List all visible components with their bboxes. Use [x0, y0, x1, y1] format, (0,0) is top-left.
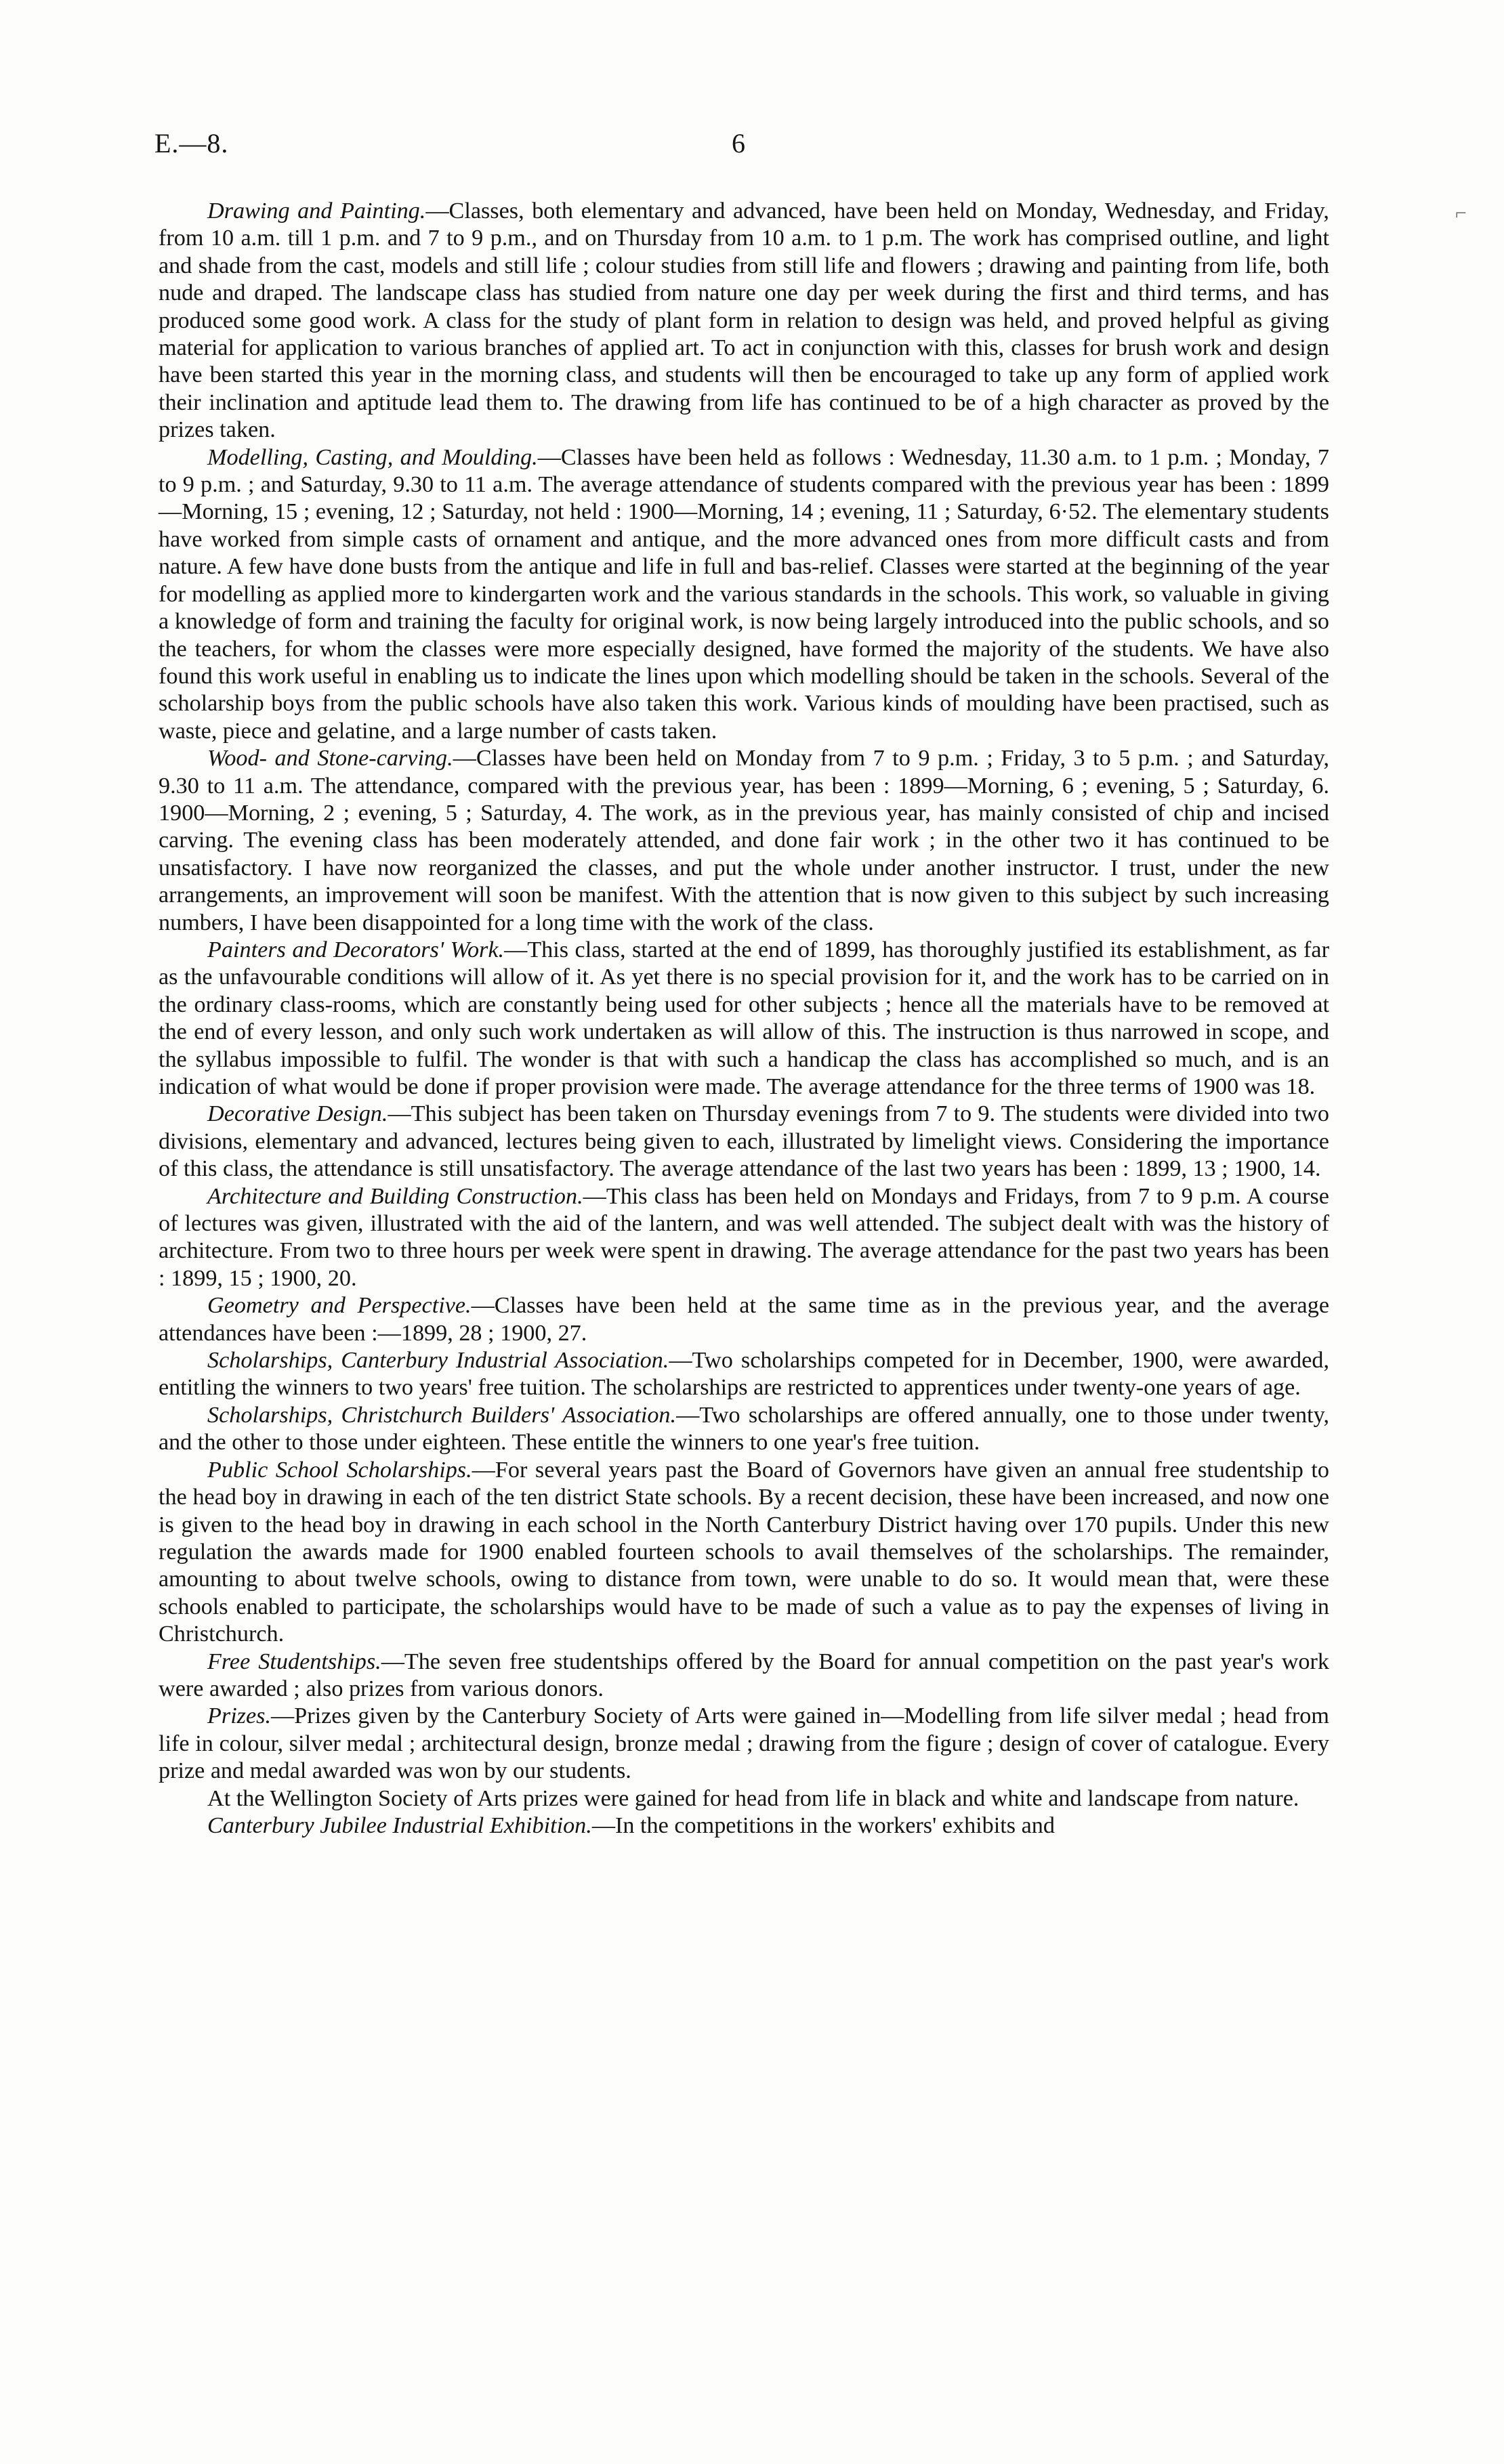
paragraph-scholarships-builders [159, 1402, 1329, 1457]
paragraph-text: —Two scholarships are offered annually, one to those under twenty, and the other to those under eighteen. These entitle the winners to one year's free tuition. [159, 1402, 1329, 1456]
paragraph-text: —Two scholarships competed for in December, 1900, were awarded, entitling the winners to two years' free tuition. The scholarships are restricted to apprentices under twenty-one years of age. [159, 1348, 1330, 1401]
section-heading: Architecture and Building Construction. [207, 1183, 583, 1209]
paragraph-text: —This class has been held on Mondays and Fridays, from 7 to 9 p.m. A course of lectures was given, illustrated with the aid of the lantern, and was well attended. The subject dealt with was the history of architecture. From two to three hours per week were spent in drawing. The average attendance for the past two years has been : 1899, 15 ; 1900, 20. [159, 1183, 1329, 1291]
section-heading: Wood- and Stone-carving. [207, 746, 453, 771]
paragraph-text: At the Wellington Society of Arts prizes were gained for head from life in black and white and landscape from nature. [207, 1785, 1299, 1811]
paragraph-text: —In the competitions in the workers' exhibits and [591, 1812, 1055, 1838]
paragraph-geometry [159, 1292, 1329, 1347]
section-heading: Geometry and Perspective. [207, 1293, 472, 1319]
paragraph-scholarships-industrial [159, 1347, 1329, 1402]
paragraph-text: —This class, started at the end of 1899, has thoroughly justified its establishment, as far as the unfavourable conditions will allow of it. As yet there is no special provision for it, and the work has to be carried on in the ordinary class-rooms, which are constantly being used for other subjects ; hence all the materials have to be removed at the end of every lesson, and only such work undertaken as will allow of this. The instruction is thus narrowed in scope, and the syllabus impossible to fulfil. The wonder is that with such a handicap the class has accomplished so much, and is an indication of what would be done if proper provision were made. The average attendance for the three terms of 1900 was 18. [159, 937, 1329, 1099]
paragraph-text: —Prizes given by the Canterbury Society of Arts were gained in—Modelling from life silver medal ; head from life in colour, silver medal ; architectural design, bronze medal ; drawing from the figure ; design of cover of catalogue. Every prize and medal awarded was won by our students. [159, 1703, 1329, 1784]
paragraph-text: —The seven free studentships offered by the Board for annual competition on the past year's work were awarded ; also prizes from various donors. [159, 1649, 1329, 1701]
section-heading: Prizes. [207, 1703, 272, 1729]
paragraph-wellington [159, 1785, 1329, 1812]
paragraph-public-school [159, 1457, 1329, 1649]
paragraph-free-studentships [159, 1649, 1329, 1703]
paragraph-modelling [159, 444, 1329, 745]
paragraph-text: —Classes have been held on Monday from 7 to 9 p.m. ; Friday, 3 to 5 p.m. ; and Saturday, 9.30 to 11 a.m. The attendance, compared with the previous year, has been : 1899—Morning, 6 ; evening, 5 ; Saturday, 6. 1900—Morning, 2 ; evening, 5 ; Saturday, 4. The work, as in the previous year, has mainly consisted of chip and incised carving. The evening class has been moderately attended, and done fair work ; in the other two it has continued to be unsatisfactory. I have now reorganized the classes, and put the whole under another instructor. I trust, under the new arrangements, an improvement will soon be manifest. With the attention that is now given to this subject by such increasing numbers, I have been disappointed for a long time with the work of the class. [159, 746, 1329, 935]
document-body [159, 198, 1329, 1840]
paragraph-painters-decorators [159, 937, 1329, 1101]
section-heading: Canterbury Jubilee Industrial Exhibition. [207, 1812, 592, 1838]
section-heading: Scholarships, Canterbury Industrial Association. [207, 1348, 669, 1374]
paragraph-text: —This subject has been taken on Thursday evenings from 7 to 9. The students were divided into two divisions, elementary and advanced, lectures being given to each, illustrated by limelight views. Considering the importance of this class, the attendance is still unsatisfactory. The average attendance of the last two years has been : 1899, 13 ; 1900, 14. [159, 1101, 1329, 1182]
section-heading: Decorative Design. [207, 1101, 388, 1127]
section-heading: Scholarships, Christchurch Builders' Association. [207, 1402, 677, 1428]
paragraph-carving [159, 745, 1329, 937]
section-heading: Drawing and Painting. [207, 198, 426, 224]
page-header [154, 127, 1350, 168]
paragraph-text: —Classes have been held at the same time as in the previous year, and the average attendances have been :—1899, 28 ; 1900, 27. [159, 1293, 1329, 1346]
page-number: 6 [732, 128, 745, 158]
paragraph-decorative-design [159, 1101, 1329, 1183]
document-reference: E.—8. [154, 128, 229, 158]
paragraph-drawing-painting [159, 198, 1329, 444]
paragraph-jubilee-exhibition [159, 1812, 1329, 1840]
section-heading: Modelling, Casting, and Moulding. [207, 444, 538, 470]
paragraph-architecture [159, 1183, 1329, 1293]
section-heading: Public School Scholarships. [207, 1457, 472, 1483]
paragraph-text: —Classes have been held as follows : Wednesday, 11.30 a.m. to 1 p.m. ; Monday, 7 to 9 p.m. ; and Saturday, 9.30 to 11 a.m. The average attendance of students compared with the previous year has been : 1899—Morning, 15 ; evening, 12 ; Saturday, not held : 1900—Morning, 14 ; evening, 11 ; Saturday, 6·52. The elementary students have worked from simple casts of ornament and antique, and the more advanced ones from more difficult casts and from nature. A few have done busts from the antique and life in full and bas-relief. Classes were started at the beginning of the year for modelling as applied more to kindergarten work and the various standards in the schools. This work, so valuable in giving a knowledge of form and training the faculty for original work, is now being largely introduced into the public schools, and so the teachers, for whom the classes were more especially designed, have formed the majority of the students. We have also found this work useful in enabling us to indicate the lines upon which modelling should be taken in the schools. Several of the scholarship boys from the public schools have also taken this work. Various kinds of moulding have been practised, such as waste, piece and gelatine, and a large number of casts taken. [159, 444, 1329, 744]
section-heading: Painters and Decorators' Work. [207, 937, 505, 962]
margin-mark: ⌐ [1455, 202, 1467, 224]
paragraph-prizes [159, 1703, 1329, 1785]
paragraph-text: —Classes, both elementary and advanced, have been held on Monday, Wednesday, and Friday, from 10 a.m. till 1 p.m. and 7 to 9 p.m., and on Thursday from 10 a.m. to 1 p.m. The work has comprised outline, and light and shade from the cast, models and still life ; colour studies from still life and flowers ; drawing and painting from life, both nude and draped. The landscape class has studied from nature one day per week during the first and third terms, and has produced some good work. A class for the study of plant form in relation to design was held, and proved helpful as giving material for application to various branches of applied art. To act in conjunction with this, classes for brush work and design have been started this year in the morning class, and students will then be encouraged to take up any form of applied work their inclination and aptitude lead them to. The drawing from life has continued to be of a high character as proved by the prizes taken. [159, 198, 1329, 443]
paragraph-text: —For several years past the Board of Governors have given an annual free studentship to the head boy in drawing in each of the ten district State schools. By a recent decision, these have been increased, and now one is given to the head boy in drawing in each school in the North Canterbury District having over 170 pupils. Under this new regulation the awards made for 1900 enabled fourteen schools to avail themselves of the scholarships. The remainder, amounting to about twelve schools, owing to distance from town, were unable to do so. It would mean that, were these schools enabled to participate, the scholarships would have to be made of such a value as to pay the expenses of living in Christchurch. [159, 1457, 1329, 1647]
section-heading: Free Studentships. [207, 1649, 381, 1674]
